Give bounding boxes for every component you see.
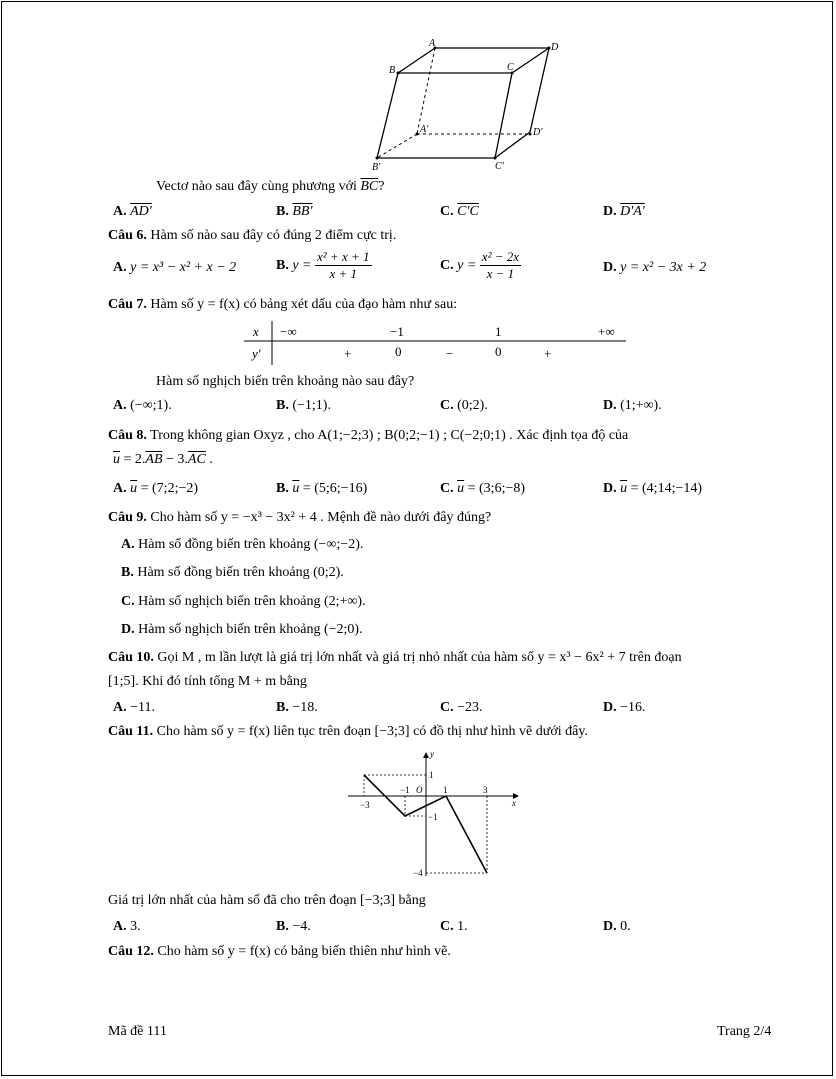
q12-stem: Câu 12. Cho hàm số y = f(x) có bảng biến thiên như hình vẽ. — [108, 944, 451, 959]
q11-option-c[interactable]: C. 1. — [440, 919, 468, 934]
q7-option-d[interactable]: D. (1;+∞). — [603, 398, 662, 413]
graph-axis-y-label: y — [430, 749, 434, 759]
sign-table-x-neg1: −1 — [390, 324, 404, 339]
q9-option-b[interactable]: B. Hàm số đồng biến trên khoảng (0;2). — [121, 565, 344, 580]
q5-option-d[interactable]: D. D'A' — [603, 204, 645, 219]
parallelepiped-figure — [360, 35, 570, 175]
q8-option-c[interactable]: C. $\overline{u}$ = (3;6;−8) — [440, 481, 526, 496]
graph-ytick-1: 1 — [429, 770, 434, 780]
vertex-label-b: B — [389, 65, 396, 76]
graph-tick-3: 3 — [483, 785, 488, 795]
q11-option-d[interactable]: D. 0. — [603, 919, 631, 934]
q7-stem: Câu 7. Hàm số y = f(x) có bảng xét dấu của đạo hàm như sau: — [108, 297, 458, 312]
q7-question: Hàm số nghịch biến trên khoảng nào sau đây? — [156, 374, 415, 389]
sign-table-sign-1: + — [344, 346, 352, 361]
footer-page-number: Trang 2/4 — [717, 1024, 772, 1039]
function-graph — [340, 748, 530, 884]
q7-option-a[interactable]: A. (−∞;1). — [113, 398, 172, 413]
graph-ytick-neg4: −4 — [413, 868, 423, 878]
sign-table-sign-4: 0 — [495, 344, 502, 359]
q9-option-d[interactable]: D. Hàm số nghịch biến trên khoảng (−2;0). — [121, 622, 363, 637]
footer-exam-code: Mã đề 111 — [108, 1024, 167, 1039]
q7-option-b[interactable]: B. (−1;1). — [276, 398, 331, 413]
q10-stem-line2: [1;5]. Khi đó tính tổng M + m bằng — [108, 674, 307, 689]
sign-table-x-pos-inf: +∞ — [598, 324, 615, 339]
q6-stem: Câu 6. Hàm số nào sau đây có đúng 2 điểm cực trị. — [108, 228, 397, 243]
q8-stem-line2: $\overline{u} = 2.\overline{AB} - 3.\overline{AC}$ . — [113, 452, 213, 467]
q5-option-b[interactable]: B. BB' — [276, 204, 313, 219]
q10-option-b[interactable]: B. −18. — [276, 700, 318, 715]
q8-option-b[interactable]: B. $\overline{u}$ = (5;6;−16) — [276, 481, 368, 496]
q10-option-d[interactable]: D. −16. — [603, 700, 646, 715]
vertex-label-d1: D' — [533, 127, 543, 138]
vertex-label-d: D — [551, 42, 559, 53]
sign-table-x-1: 1 — [495, 324, 502, 339]
graph-ytick-neg1: −1 — [428, 812, 438, 822]
sign-table — [244, 321, 626, 365]
q9-stem: Câu 9. Cho hàm số y = −x³ − 3x² + 4 . Mệnh đề nào dưới đây đúng? — [108, 510, 492, 525]
vertex-label-a1: A' — [420, 124, 429, 135]
vertex-label-b1: B' — [372, 162, 381, 173]
q9-option-c[interactable]: C. Hàm số nghịch biến trên khoảng (2;+∞). — [121, 594, 366, 609]
q6-option-a[interactable]: A. y = x³ − x² + x − 2 — [113, 260, 237, 275]
vertex-label-c: C — [507, 62, 514, 73]
sign-table-x-neg-inf: −∞ — [280, 324, 297, 339]
q11-option-a[interactable]: A. 3. — [113, 919, 141, 934]
sign-table-sign-5: + — [544, 346, 552, 361]
q9-option-a[interactable]: A. Hàm số đồng biến trên khoảng (−∞;−2). — [121, 537, 364, 552]
q6-option-b[interactable]: B. y = $\frac{\text{x² + x + 1}}{x + 1}$ — [276, 249, 370, 282]
q5-option-a[interactable]: A. AD' — [113, 204, 152, 219]
q5-stem: Vectơ nào sau đây cùng phương với $\overline{BC}$? — [156, 179, 385, 194]
sign-table-sign-2: 0 — [395, 344, 402, 359]
q8-option-a[interactable]: A. $\overline{u}$ = (7;2;−2) — [113, 481, 199, 496]
graph-origin-label: O — [416, 785, 423, 795]
q10-option-c[interactable]: C. −23. — [440, 700, 483, 715]
q6-option-c[interactable]: C. y = $\frac{\text{x² − 2x}}{x - 1}$ — [440, 249, 520, 282]
q10-option-a[interactable]: A. −11. — [113, 700, 156, 715]
q8-option-d[interactable]: D. $\overline{u}$ = (4;14;−14) — [603, 481, 703, 496]
vertex-label-a: A — [429, 38, 436, 49]
q10-stem-line1: Câu 10. Gọi M , m lần lượt là giá trị lớn nhất và giá trị nhỏ nhất của hàm số y = x³ − 6x² + 7 trên đoạn — [108, 650, 682, 665]
q11-option-b[interactable]: B. −4. — [276, 919, 311, 934]
graph-tick-neg3: −3 — [360, 800, 370, 810]
graph-tick-1: 1 — [443, 785, 448, 795]
graph-tick-neg1: −1 — [400, 785, 410, 795]
q11-stem: Câu 11. Cho hàm số y = f(x) liên tục trên đoạn [−3;3] có đồ thị như hình vẽ dưới đây. — [108, 724, 588, 739]
sign-table-sign-3: − — [446, 346, 454, 361]
vertex-label-c1: C' — [495, 161, 504, 172]
q6-option-d[interactable]: D. y = x² − 3x + 2 — [603, 260, 707, 275]
graph-axis-x-label: x — [512, 798, 516, 808]
q5-option-c[interactable]: C. C'C — [440, 204, 479, 219]
sign-table-yprime-head: y' — [252, 346, 261, 361]
sign-table-x-head: x — [253, 324, 259, 339]
q7-option-c[interactable]: C. (0;2). — [440, 398, 488, 413]
q11-question: Giá trị lớn nhất của hàm số đã cho trên đoạn [−3;3] bằng — [108, 893, 426, 908]
q8-stem-line1: Câu 8. Trong không gian Oxyz , cho A(1;−2;3) ; B(0;2;−1) ; C(−2;0;1) . Xác định tọa độ của — [108, 428, 629, 443]
